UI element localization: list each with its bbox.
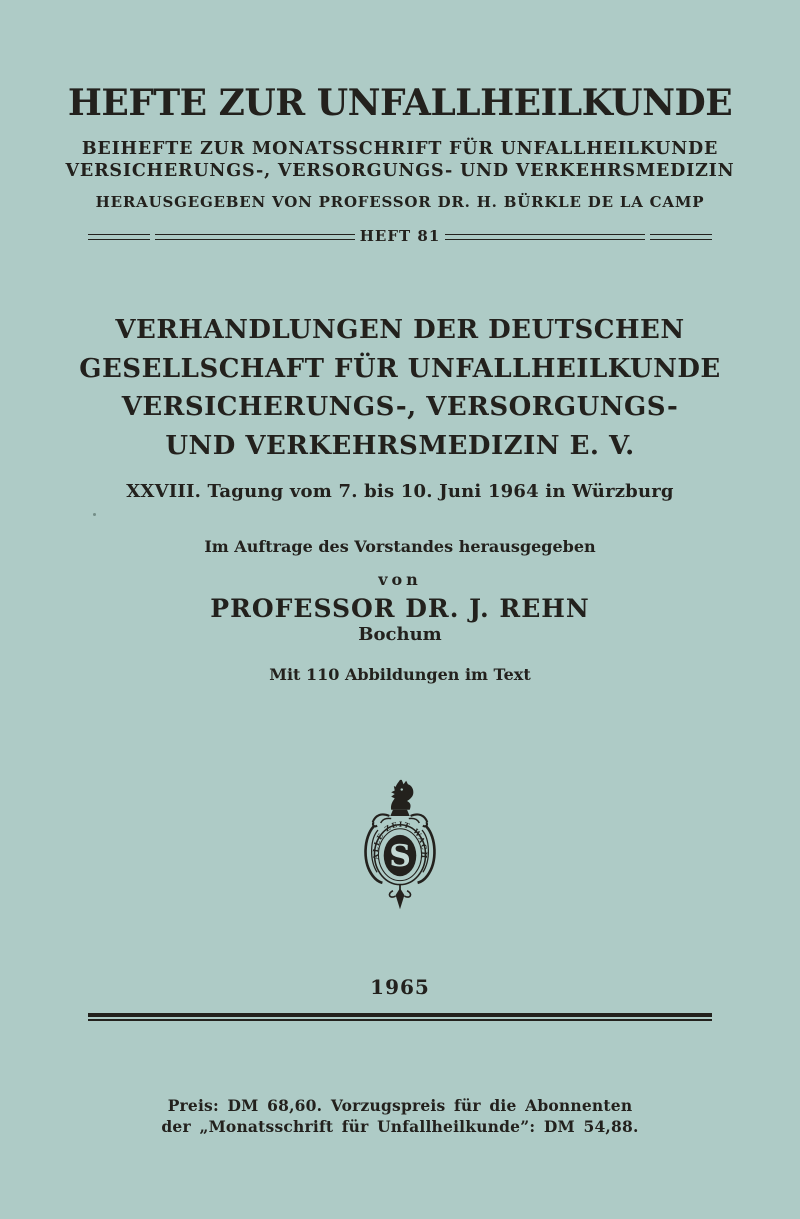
- price-note: [0, 1096, 800, 1137]
- footer-rule-thin: [88, 1019, 712, 1021]
- book-title-line1: VERHANDLUNGEN DER DEUTSCHEN: [115, 315, 685, 345]
- rule-segment: [155, 234, 355, 240]
- footer-rule: [88, 1013, 712, 1022]
- rule-segment: [445, 234, 645, 240]
- logo-letter: S: [389, 839, 411, 875]
- rule-segment: [88, 234, 150, 240]
- logo-motto: ALLE·ZEIT·WACH: [370, 819, 430, 860]
- volume-editor-name: PROFESSOR DR. J. REHN: [210, 594, 590, 623]
- commission-line: Im Auftrage des Vorstandes herausgegeben: [204, 537, 596, 556]
- book-title: [0, 311, 800, 465]
- meeting-subtitle: XXVIII. Tagung vom 7. bis 10. Juni 1964 in Würzburg: [126, 481, 674, 502]
- series-editor-line: HERAUSGEGEBEN VON PROFESSOR DR. H. BÜRKLE DE LA CAMP: [95, 193, 705, 211]
- series-subtitle-line1: BEIHEFTE ZUR MONATSSCHRIFT FÜR UNFALLHEILKUNDE: [81, 139, 719, 159]
- price-line1: Preis: DM 68,60. Vorzugspreis für die Abonnenten: [167, 1096, 633, 1115]
- knight-icon: [391, 780, 413, 810]
- von-line: von: [378, 570, 422, 589]
- series-subtitle-line2: VERSICHERUNGS-, VERSORGUNGS- UND VERKEHRSMEDIZIN: [65, 161, 735, 181]
- scan-speck: [93, 513, 96, 516]
- editor-city: Bochum: [358, 624, 442, 645]
- publication-year: 1965: [370, 975, 430, 999]
- illustrations-note: Mit 110 Abbildungen im Text: [269, 665, 531, 684]
- issue-number-label: HEFT 81: [359, 227, 441, 245]
- series-title: HEFTE ZUR UNFALLHEILKUNDE: [67, 82, 733, 124]
- book-title-line3: VERSICHERUNGS-, VERSORGUNGS-: [121, 392, 679, 422]
- price-line2: der „Monatsschrift für Unfallheilkunde”: DM 54,88.: [161, 1116, 639, 1136]
- book-title-line2: GESELLSCHAFT FÜR UNFALLHEILKUNDE: [79, 353, 721, 384]
- springer-emblem-icon: [350, 779, 450, 911]
- publisher-logo: [0, 779, 800, 911]
- issue-rule: [88, 228, 712, 246]
- book-title-line4: UND VERKEHRSMEDIZIN E. V.: [165, 430, 635, 461]
- rule-segment: [650, 234, 712, 240]
